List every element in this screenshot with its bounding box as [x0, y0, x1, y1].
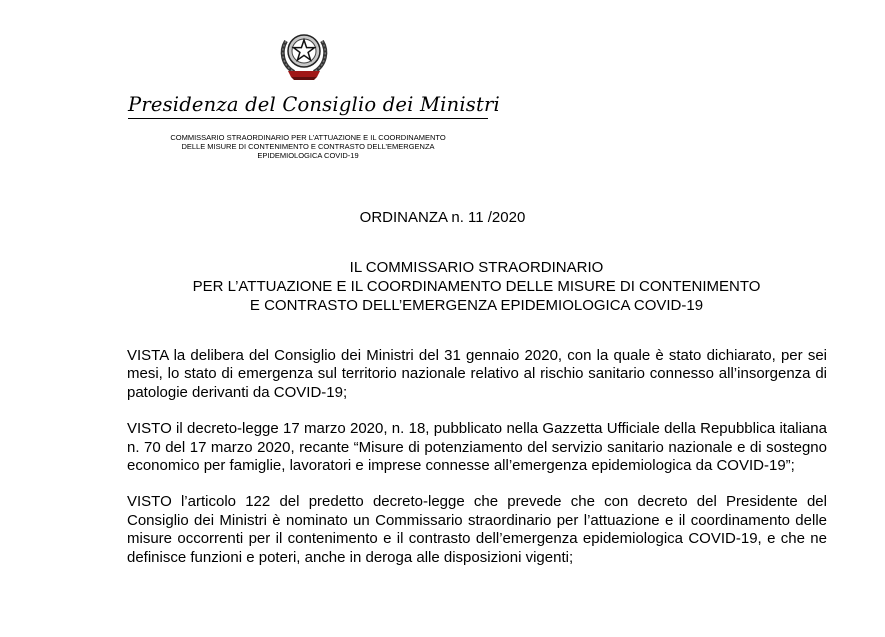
letterhead-divider: [128, 118, 488, 119]
heading-line: E CONTRASTO DELL’EMERGENZA EPIDEMIOLOGICA COVID-19: [249, 297, 704, 314]
heading-line: PER L’ATTUAZIONE E IL COORDINAMENTO DELLE MISURE DI CONTENIMENTO: [192, 278, 761, 295]
italian-republic-emblem-icon: [276, 25, 332, 83]
office-title: [128, 133, 488, 160]
ordinance-body: [127, 347, 827, 585]
recital-paragraph: [127, 347, 827, 402]
agency-name: Presidenza del Consiglio dei Ministri: [128, 93, 500, 116]
recital-lead: VISTA: [127, 347, 169, 364]
recital-text: il decreto-legge 17 marzo 2020, n. 18, pubblicato nella Gazzetta Ufficiale della Repubblica italiana n. 70 del 17 marzo 2020, recante “Misure di potenziamento del servizio sanitario nazionale e di sostegno economico per famiglie, lavoratori e imprese connesse all’emergenza epidemiologica da COVID-19”;: [127, 420, 827, 475]
recital-text: l’articolo 122 del predetto decreto-legge che prevede che con decreto del Presidente del Consiglio dei Ministri è nominato un Commissario straordinario per l’attuazione e il coordinamento delle misure occorrenti per il contenimento e il contrasto dell’emergenza epidemiologica COVID-19, e che ne definisce funzioni e poteri, anche in deroga alle disposizioni vigenti;: [127, 493, 827, 566]
issuer-heading: [0, 258, 885, 315]
recital-lead: VISTO: [127, 420, 172, 438]
office-line: EPIDEMIOLOGICA COVID-19: [257, 151, 359, 160]
office-line: COMMISSARIO STRAORDINARIO PER L’ATTUAZIONE E IL COORDINAMENTO: [170, 133, 446, 142]
office-line: DELLE MISURE DI CONTENIMENTO E CONTRASTO DELL’EMERGENZA: [181, 142, 435, 151]
heading-line: IL COMMISSARIO STRAORDINARIO: [349, 259, 604, 276]
recital-text: la delibera del Consiglio dei Ministri del 31 gennaio 2020, con la quale è stato dichiarato, per sei mesi, lo stato di emergenza sul territorio nazionale relativo al rischio sanitario connesso all’insorgenza di patologie derivanti da COVID-19;: [127, 347, 827, 401]
recital-paragraph: [127, 420, 827, 475]
recital-lead: VISTO: [127, 493, 172, 511]
recital-paragraph: [127, 493, 827, 567]
ordinance-title: ORDINANZA n. 11 /2020: [359, 209, 526, 226]
